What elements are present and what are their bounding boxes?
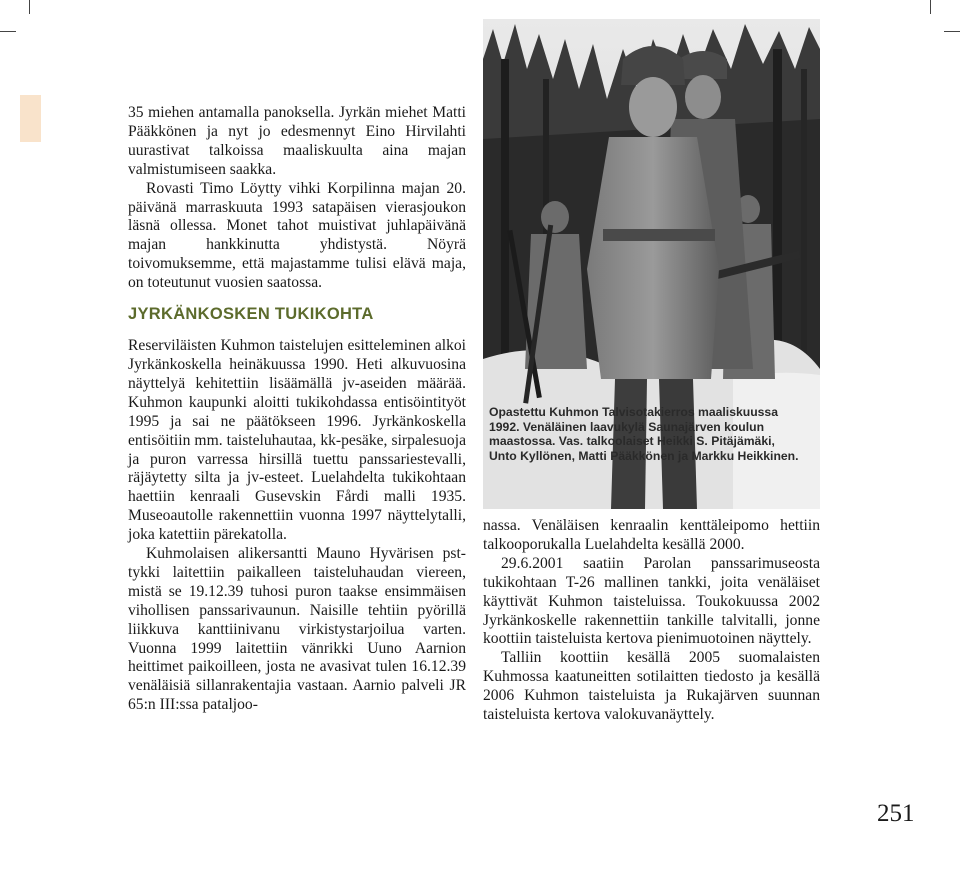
paragraph: Reserviläisten Kuhmon taistelujen esitteleminen alkoi Jyrkänkoskella heinäkuussa 1990. Heti alkuvuosina näyttelyä kehitettiin lisäämällä jv-aseiden määrää. Kuhmon kaupunki aloitti tukikohdassa entisöintityöt 1995 ja sai ne päätökseen 1996. Jyrkänkoskella entisöitiin mm. taisteluhautaa, kk-pesäke, sirpalesuoja ja puron varressa hirsillä tuettu panssariestevalli, räjäytetty silta ja jv-esteet. Luelahdelta tukikohtaan haettiin kenraali Gusevskin Fårdi malli 1935. Museoautolle rakennettiin vuonna 1997 näyttelytalli, joka katettiin pärekatolla.: [128, 337, 466, 544]
chapter-accent-tab: [20, 95, 41, 142]
left-text-column: [128, 104, 466, 715]
crop-mark: [944, 31, 960, 32]
section-heading: JYRKÄNKOSKEN TUKIKOHTA: [128, 305, 374, 324]
paragraph: 29.6.2001 saatiin Parolan panssarimuseosta tukikohtaan T-26 mallinen tankki, joita venäläiset käyttivät Kuhmon taisteluissa. Toukokuussa 2002 Jyrkänkoskelle rakennettiin tankille talvitalli, jonne koottiin taisteluista kertova pienimuotoinen näyttely.: [483, 554, 820, 648]
paragraph: 35 miehen antamalla panoksella. Jyrkän miehet Matti Pääkkönen ja nyt jo edesmennyt Eino Hirvilahti uurastivat talkoissa maaliskuulta aina majan valmistumiseen saakka.: [128, 104, 466, 178]
paragraph: nassa. Venäläisen kenraalin kenttäleipomo hettiin talkooporukalla Luelahdelta kesällä 2000.: [483, 517, 820, 553]
crop-mark: [0, 31, 16, 32]
paragraph: Kuhmolaisen alikersantti Mauno Hyvärisen pst-tykki laitettiin paikalleen taisteluhaudan viereen, mistä se 19.12.39 tuhosi puron taakse ensimmäisen vihollisen panssarivaunun. Naisille tehtiin pyörillä liikkuva kanttiinivanu virkistystarjoilua varten. Vuonna 1999 laitettiin vänrikki Uuno Aarnion heittimet paikoilleen, josta ne avasivat tulen 16.12.39 venäläisiä sillanrakentajia vastaan. Aarnio palveli JR 65:n III:ssa pataljoo-: [128, 545, 466, 714]
crop-mark: [930, 0, 931, 14]
page-number: 251: [877, 800, 915, 827]
crop-mark: [29, 0, 30, 14]
photo-caption: Opastettu Kuhmon Talvisotakierros maaliskuussa 1992. Venäläinen laavukylä Saunajärven koulun maastossa. Vas. talkoolaiset Heikki S. Pitäjämäki, Unto Kyllönen, Matti Pääkkönen ja Markku Heikkinen.: [489, 405, 799, 463]
paragraph: Rovasti Timo Löytty vihki Korpilinna majan 20. päivänä marraskuuta 1993 satapäisen vierasjoukon läsnä ollessa. Monet tahot muistivat juhlapäivänä majan hankkinutta yhdistystä. Nöyrä toivomuksemme, että majastamme tulisi elävä maja, on toteutunut vuosien saatossa.: [128, 179, 466, 292]
right-text-column: [483, 517, 820, 725]
paragraph: Talliin koottiin kesällä 2005 suomalaisten Kuhmossa kaatuneitten sotilaitten tiedosto ja kesällä 2006 Kuhmon taisteluista ja Rukajärven suunnan taisteluista kertova valokuvanäyttely.: [483, 649, 820, 724]
